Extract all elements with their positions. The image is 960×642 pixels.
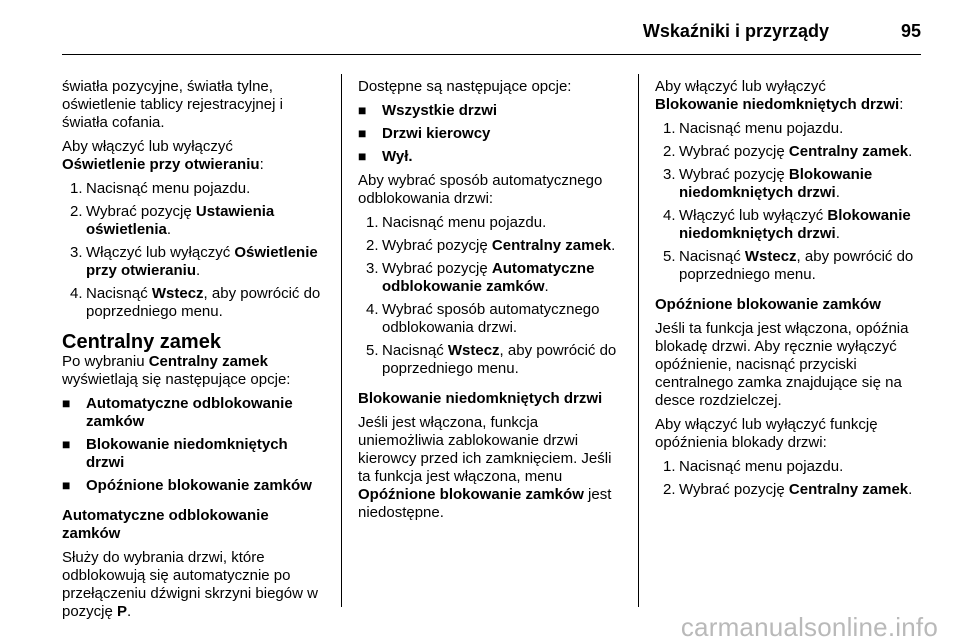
step-text: Nacisnąć [382, 342, 448, 359]
step-text: Nacisnąć menu pojazdu. [382, 214, 547, 231]
bold-term: Wstecz [151, 285, 204, 302]
option-label: Drzwi kierowcy [382, 125, 491, 142]
bold-term: Blokowanie niedomkniętych drzwi [679, 166, 873, 201]
option-label: Wszystkie drzwi [382, 102, 498, 119]
text: : [899, 96, 904, 113]
paragraph [62, 549, 330, 621]
bold-term: Oświetlenie przy otwieraniu [86, 244, 318, 279]
list-item [62, 180, 330, 198]
step-text: . [908, 143, 913, 160]
option-label: Blokowanie niedomkniętych drzwi [86, 436, 288, 471]
paragraph: Aby włączyć lub wyłączyć funkcję opóźnienia blokady drzwi: [655, 416, 878, 451]
step-number: 2. [70, 203, 83, 220]
text: jest niedostępne. [358, 486, 612, 521]
column-3 [655, 78, 930, 505]
bold-term: Centralny zamek [788, 481, 909, 498]
column-1 [62, 78, 330, 627]
step-number: 4. [366, 301, 379, 318]
step-number: 1. [70, 180, 83, 197]
step-number: 1. [366, 214, 379, 231]
step-text: Wybrać pozycję [679, 166, 789, 183]
text: wyświetlają się następujące opcje: [62, 371, 291, 388]
step-text: Nacisnąć menu pojazdu. [679, 120, 844, 137]
steps-list [655, 458, 930, 499]
step-text: , aby powrócić do poprzedniego menu. [382, 342, 617, 377]
step-text: Nacisnąć menu pojazdu. [679, 458, 844, 475]
paragraph: Aby wybrać sposób automatycznego odblokowania drzwi: [358, 172, 603, 207]
step-text: Nacisnąć menu pojazdu. [86, 180, 251, 197]
step-text: , aby powrócić do poprzedniego menu. [86, 285, 321, 320]
step-text: Wybrać pozycję [382, 260, 492, 277]
step-text: Wybrać pozycję [679, 143, 789, 160]
step-text: . [196, 262, 201, 279]
bullet-icon: ■ [62, 436, 71, 452]
page-header [62, 18, 921, 55]
list-item [655, 458, 930, 476]
paragraph [62, 138, 330, 174]
bold-term: Opóźnione blokowanie zamków [358, 486, 584, 503]
option-label: Opóźnione blokowanie zamków [86, 477, 312, 494]
step-text: , aby powrócić do poprzedniego menu. [679, 248, 914, 283]
step-text: Wybrać pozycję [382, 237, 492, 254]
text: Jeśli jest włączona, funkcja uniemożliwia zablokowanie drzwi kierowcy przed ich zamknięciem. Jeśli ta funkcja jest włączona, menu [358, 414, 612, 485]
bullet-icon: ■ [62, 477, 71, 493]
step-number: 1. [663, 458, 676, 475]
step-text: Nacisnąć [86, 285, 152, 302]
text: Po wybraniu [62, 353, 149, 370]
list-item [62, 436, 330, 472]
bold-term: P [117, 603, 128, 620]
step-number: 2. [663, 143, 676, 160]
list-item [358, 237, 628, 255]
step-text: . [611, 237, 616, 254]
steps-list [655, 120, 930, 284]
steps-list [358, 214, 628, 378]
step-text: . [835, 225, 840, 242]
list-item [62, 203, 330, 239]
bullet-icon: ■ [358, 102, 367, 118]
list-item [358, 102, 628, 120]
option-label: Wył. [382, 148, 413, 165]
bullet-icon: ■ [62, 395, 71, 411]
bullet-icon: ■ [358, 148, 367, 164]
list-item [62, 477, 330, 495]
step-text: . [166, 221, 172, 238]
list-item [655, 248, 930, 284]
step-number: 1. [663, 120, 676, 137]
list-item [358, 260, 628, 296]
paragraph: Dostępne są następujące opcje: [358, 78, 572, 95]
step-number: 5. [366, 342, 379, 359]
header-title: Wskaźniki i przyrządy [642, 21, 829, 41]
list-item [358, 342, 628, 378]
page-number: 95 [900, 21, 921, 41]
option-label: Automatyczne odblokowanie zamków [86, 395, 293, 430]
list-item [655, 120, 930, 138]
bold-term: Centralny zamek [491, 237, 612, 254]
options-list [62, 395, 330, 495]
list-item [655, 481, 930, 499]
step-number: 3. [70, 244, 83, 261]
text: Aby włączyć lub wyłączyć [62, 138, 233, 155]
watermark: carmanualsonline.info [680, 612, 938, 642]
list-item [655, 207, 930, 243]
bold-term: Ustawienia oświetlenia [86, 203, 275, 238]
bold-term: Wstecz [744, 248, 797, 265]
text: . [127, 603, 132, 620]
step-text: . [835, 184, 840, 201]
paragraph [62, 353, 330, 389]
column-divider [341, 74, 342, 607]
list-item [358, 148, 628, 166]
bold-term: Oświetlenie przy otwieraniu [62, 156, 260, 173]
step-text: Włączyć lub wyłączyć [86, 244, 235, 261]
paragraph [655, 78, 930, 114]
options-list [358, 102, 628, 166]
list-item [62, 285, 330, 321]
column-divider [638, 74, 639, 607]
step-number: 2. [663, 481, 676, 498]
list-item [655, 166, 930, 202]
bold-term: Automatyczne odblokowanie zamków [382, 260, 595, 295]
column-2 [358, 78, 628, 528]
step-number: 3. [663, 166, 676, 183]
step-text: Włączyć lub wyłączyć [679, 207, 828, 224]
subheading: Automatyczne odblokowanie zamków [62, 507, 269, 542]
bold-term: Centralny zamek [148, 353, 268, 370]
step-text: . [908, 481, 913, 498]
step-number: 2. [366, 237, 379, 254]
step-text: Wybrać sposób automatycznego odblokowania drzwi. [382, 301, 600, 336]
subheading: Opóźnione blokowanie zamków [655, 296, 881, 313]
text: : [259, 156, 264, 173]
bold-term: Wstecz [447, 342, 500, 359]
text: Aby włączyć lub wyłączyć [655, 78, 826, 95]
step-text: Wybrać pozycję [679, 481, 789, 498]
list-item [358, 125, 628, 143]
list-item [358, 214, 628, 232]
paragraph: światła pozycyjne, światła tylne, oświetlenie tablicy rejestracyjnej i światła cofania. [62, 78, 283, 131]
steps-list [62, 180, 330, 321]
paragraph: Jeśli ta funkcja jest włączona, opóźnia blokadę drzwi. Aby ręcznie wyłączyć opóźnienie, nacisnąć przyciski centralnego zamka znajdujące się na desce rozdzielczej. [655, 320, 909, 409]
step-number: 3. [366, 260, 379, 277]
list-item [62, 244, 330, 280]
subheading: Blokowanie niedomkniętych drzwi [358, 390, 603, 407]
text: Służy do wybrania drzwi, które odblokowują się automatycznie po przełączeniu dźwigni skrzyni biegów w pozycję [62, 549, 318, 620]
step-number: 4. [663, 207, 676, 224]
step-number: 4. [70, 285, 83, 302]
step-text: Nacisnąć [679, 248, 745, 265]
bullet-icon: ■ [358, 125, 367, 141]
step-text: . [544, 278, 549, 295]
step-text: Wybrać pozycję [86, 203, 196, 220]
list-item [655, 143, 930, 161]
paragraph [358, 414, 628, 522]
list-item [358, 301, 628, 337]
bold-term: Blokowanie niedomkniętych drzwi [679, 207, 911, 242]
bold-term: Blokowanie niedomkniętych drzwi [655, 96, 900, 113]
list-item [62, 395, 330, 431]
step-number: 5. [663, 248, 676, 265]
bold-term: Centralny zamek [788, 143, 909, 160]
section-title: Centralny zamek [62, 331, 221, 353]
